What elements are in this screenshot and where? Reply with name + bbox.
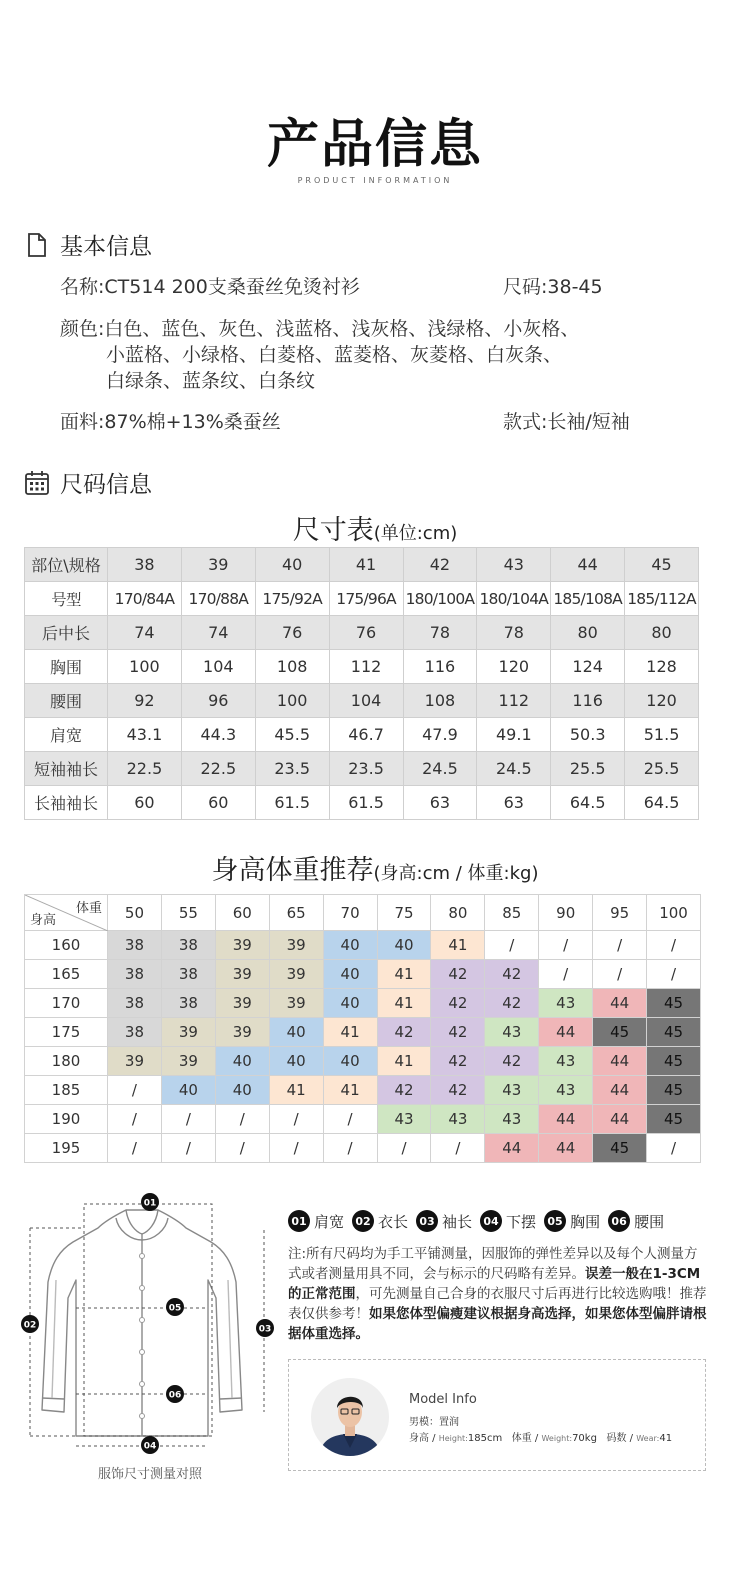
size-recommendation-cell: 42 [431, 960, 485, 989]
weight-header-cell: 65 [269, 895, 323, 931]
size-cell: 22.5 [108, 752, 182, 786]
size-cell: 116 [551, 684, 625, 718]
size-cell: 45 [625, 548, 699, 582]
size-cell: 120 [477, 650, 551, 684]
legend-item [544, 1210, 600, 1232]
size-recommendation-cell: 40 [377, 931, 431, 960]
height-label-cell: 165 [25, 960, 108, 989]
size-table-row [25, 752, 699, 786]
legend-number: 02 [352, 1210, 374, 1232]
size-cell: 42 [403, 548, 477, 582]
colors-line-3: 白绿条、蓝条纹、白条纹 [106, 370, 316, 392]
legend-item [416, 1210, 472, 1232]
note-text-2: 误差一般在1-3CM的正常范围 [288, 1266, 701, 1302]
rec-table-row [25, 960, 701, 989]
model-info-card [288, 1359, 706, 1471]
legend-number: 05 [544, 1210, 566, 1232]
size-cell: 46.7 [329, 718, 403, 752]
size-recommendation-cell: / [108, 1134, 162, 1163]
size-recommendation-cell: 44 [539, 1134, 593, 1163]
size-cell: 185/108A [551, 582, 625, 616]
size-recommendation-cell: 41 [431, 931, 485, 960]
rec-header-row [25, 895, 701, 931]
size-cell: 80 [551, 616, 625, 650]
legend-label: 衣长 [378, 1212, 409, 1231]
size-recommendation-cell: 42 [431, 1018, 485, 1047]
size-cell: 39 [181, 548, 255, 582]
rec-table-row [25, 989, 701, 1018]
size-row-label: 胸围 [25, 650, 108, 684]
size-recommendation-cell: / [593, 960, 647, 989]
colors-line-1: 颜色:白色、蓝色、灰色、浅蓝格、浅灰格、浅绿格、小灰格、 [60, 318, 580, 340]
measurement-note [288, 1244, 708, 1344]
size-recommendation-cell: 42 [431, 1047, 485, 1076]
size-recommendation-cell: 42 [431, 989, 485, 1018]
size-recommendation-cell: 44 [593, 1076, 647, 1105]
style: 款式:长袖/短袖 [503, 411, 630, 433]
height-label-cell: 185 [25, 1076, 108, 1105]
height-label-cell: 175 [25, 1018, 108, 1047]
size-cell: 175/96A [329, 582, 403, 616]
note-text-4: 如果您体型偏瘦建议根据身高选择，如果您体型偏胖请根据体重选择。 [288, 1306, 707, 1342]
size-recommendation-cell: 44 [485, 1134, 539, 1163]
size-recommendation-cell: 39 [108, 1047, 162, 1076]
size-row-label: 长袖袖长 [25, 786, 108, 820]
size-cell: 124 [551, 650, 625, 684]
size-recommendation-cell: 41 [323, 1018, 377, 1047]
size-recommendation-cell: 43 [485, 1076, 539, 1105]
size-recommendation-cell: / [485, 931, 539, 960]
measurement-legend [288, 1210, 672, 1232]
size-recommendation-cell: 38 [161, 931, 215, 960]
size-recommendation-cell: 39 [215, 1018, 269, 1047]
weight-value: 70kg [572, 1433, 597, 1444]
rec-table-row [25, 1105, 701, 1134]
product-name: 名称:CT514 200支桑蚕丝免烫衬衫 [60, 276, 360, 298]
rec-table-row [25, 1047, 701, 1076]
fabric: 面料:87%棉+13%桑蚕丝 [60, 411, 281, 433]
size-recommendation-cell: / [108, 1076, 162, 1105]
size-recommendation-cell: / [647, 931, 701, 960]
size-recommendation-cell: / [323, 1105, 377, 1134]
size-row-label: 短袖袖长 [25, 752, 108, 786]
size-recommendation-cell: 43 [539, 989, 593, 1018]
size-row-label: 腰围 [25, 684, 108, 718]
legend-label: 胸围 [570, 1212, 601, 1231]
legend-item [352, 1210, 408, 1232]
svg-text:02: 02 [23, 1320, 37, 1331]
size-recommendation-cell: 42 [485, 989, 539, 1018]
size-cell: 50.3 [551, 718, 625, 752]
svg-text:01: 01 [143, 1198, 157, 1209]
size-cell: 170/84A [108, 582, 182, 616]
size-cell: 25.5 [551, 752, 625, 786]
size-table-row [25, 718, 699, 752]
wear-label: 码数 / [606, 1433, 637, 1444]
size-recommendation-cell: 41 [269, 1076, 323, 1105]
calendar-icon [24, 470, 50, 496]
weight-header-cell: 100 [647, 895, 701, 931]
size-recommendation-cell: 43 [485, 1018, 539, 1047]
weight-label-en: Weight: [541, 1434, 573, 1443]
rec-table-row [25, 1134, 701, 1163]
size-cell: 170/88A [181, 582, 255, 616]
colors-line-2: 小蓝格、小绿格、白菱格、蓝菱格、灰菱格、白灰条、 [106, 344, 563, 366]
weight-header-cell: 50 [108, 895, 162, 931]
size-cell: 112 [329, 650, 403, 684]
size-recommendation-cell: 44 [539, 1105, 593, 1134]
size-table-row [25, 548, 699, 582]
size-cell: 25.5 [625, 752, 699, 786]
size-recommendation-cell: 38 [161, 989, 215, 1018]
size-table-row [25, 616, 699, 650]
rec-corner-cell [25, 895, 108, 931]
legend-label: 袖长 [442, 1212, 473, 1231]
size-recommendation-cell: 45 [593, 1134, 647, 1163]
wear-value: 41 [659, 1433, 673, 1444]
size-info-heading [24, 466, 152, 499]
size-cell: 92 [108, 684, 182, 718]
size-recommendation-cell: 42 [485, 1047, 539, 1076]
weight-header-cell: 70 [323, 895, 377, 931]
rec-table-row [25, 1018, 701, 1047]
size-recommendation-cell: 45 [647, 1076, 701, 1105]
size-table-title [0, 508, 750, 547]
size-recommendation-cell: / [269, 1134, 323, 1163]
size-cell: 180/104A [477, 582, 551, 616]
legend-label: 肩宽 [314, 1212, 345, 1231]
size-cell: 60 [108, 786, 182, 820]
size-recommendation-cell: 39 [269, 960, 323, 989]
legend-item [608, 1210, 664, 1232]
height-label-cell: 180 [25, 1047, 108, 1076]
rec-table-unit: (身高:cm / 体重:kg) [373, 863, 539, 884]
rec-table-row [25, 1076, 701, 1105]
size-table [24, 547, 699, 820]
model-avatar [311, 1378, 389, 1456]
size-cell: 61.5 [255, 786, 329, 820]
legend-number: 01 [288, 1210, 310, 1232]
size-cell: 108 [403, 684, 477, 718]
size-recommendation-cell: 40 [215, 1047, 269, 1076]
model-stats [409, 1429, 672, 1444]
svg-text:03: 03 [258, 1324, 272, 1335]
size-recommendation-cell: 44 [593, 1047, 647, 1076]
weight-header-cell: 95 [593, 895, 647, 931]
note-text-1: 注:所有尺码均为手工平铺测量，因服饰的弹性差异以及每个人测量方式或者测量用具不同，会与标示的尺码略有差异。 [288, 1246, 698, 1282]
size-cell: 63 [403, 786, 477, 820]
size-recommendation-cell: 40 [269, 1018, 323, 1047]
size-recommendation-cell: 42 [377, 1018, 431, 1047]
size-recommendation-cell: / [269, 1105, 323, 1134]
size-row-label: 肩宽 [25, 718, 108, 752]
height-label-cell: 195 [25, 1134, 108, 1163]
size-cell: 74 [181, 616, 255, 650]
size-recommendation-cell: 39 [269, 989, 323, 1018]
corner-height-label: 身高 [30, 913, 57, 928]
size-recommendation-cell: 42 [377, 1076, 431, 1105]
height-value: 185cm [467, 1433, 503, 1444]
size-cell: 49.1 [477, 718, 551, 752]
size-cell: 45.5 [255, 718, 329, 752]
size-cell: 64.5 [551, 786, 625, 820]
size-recommendation-cell: 39 [269, 931, 323, 960]
size-cell: 22.5 [181, 752, 255, 786]
legend-item [480, 1210, 536, 1232]
size-recommendation-cell: / [647, 1134, 701, 1163]
size-recommendation-cell: / [161, 1105, 215, 1134]
size-recommendation-cell: 44 [593, 989, 647, 1018]
height-label-cell: 170 [25, 989, 108, 1018]
legend-number: 03 [416, 1210, 438, 1232]
size-cell: 51.5 [625, 718, 699, 752]
size-recommendation-cell: 41 [323, 1076, 377, 1105]
height-label: 身高 / [409, 1433, 439, 1444]
document-icon [24, 232, 50, 258]
rec-table-row [25, 931, 701, 960]
size-recommendation-cell: / [108, 1105, 162, 1134]
size-cell: 185/112A [625, 582, 699, 616]
size-cell: 80 [625, 616, 699, 650]
weight-header-cell: 90 [539, 895, 593, 931]
model-name: 男模：置润 [409, 1417, 459, 1428]
size-cell: 76 [255, 616, 329, 650]
size-recommendation-cell: / [539, 960, 593, 989]
size-range: 尺码:38-45 [503, 276, 603, 298]
diagram-caption: 服饰尺寸测量对照 [97, 1467, 202, 1482]
size-cell: 40 [255, 548, 329, 582]
size-cell: 116 [403, 650, 477, 684]
size-cell: 76 [329, 616, 403, 650]
svg-text:06: 06 [168, 1390, 182, 1401]
size-recommendation-cell: 43 [539, 1047, 593, 1076]
size-recommendation-cell: / [323, 1134, 377, 1163]
size-cell: 120 [625, 684, 699, 718]
size-cell: 104 [329, 684, 403, 718]
size-cell: 61.5 [329, 786, 403, 820]
size-recommendation-cell: 40 [323, 989, 377, 1018]
height-label-cell: 190 [25, 1105, 108, 1134]
size-recommendation-cell: 38 [108, 1018, 162, 1047]
size-cell: 47.9 [403, 718, 477, 752]
size-recommendation-cell: 39 [161, 1018, 215, 1047]
size-cell: 78 [477, 616, 551, 650]
size-recommendation-cell: 39 [161, 1047, 215, 1076]
size-recommendation-cell: 43 [539, 1076, 593, 1105]
size-recommendation-cell: 45 [647, 1047, 701, 1076]
page-subtitle: PRODUCT INFORMATION [297, 176, 453, 185]
size-recommendation-cell: 45 [647, 989, 701, 1018]
rec-table-title [0, 848, 750, 887]
size-cell: 108 [255, 650, 329, 684]
note-text-3: ，可先测量自己合身的衣服尺寸后再进行比较选购哦！推荐表仅供参考！ [288, 1286, 707, 1322]
size-cell: 43.1 [108, 718, 182, 752]
size-recommendation-cell: / [215, 1134, 269, 1163]
size-info-title: 尺码信息 [60, 472, 152, 498]
legend-label: 下摆 [506, 1212, 537, 1231]
size-recommendation-cell: / [431, 1134, 485, 1163]
size-cell: 23.5 [255, 752, 329, 786]
weight-header-cell: 60 [215, 895, 269, 931]
size-cell: 96 [181, 684, 255, 718]
weight-header-cell: 75 [377, 895, 431, 931]
size-recommendation-cell: 40 [215, 1076, 269, 1105]
basic-info-title: 基本信息 [60, 234, 152, 260]
size-table-row [25, 684, 699, 718]
size-cell: 175/92A [255, 582, 329, 616]
size-cell: 104 [181, 650, 255, 684]
size-cell: 128 [625, 650, 699, 684]
size-recommendation-cell: 39 [215, 931, 269, 960]
size-recommendation-cell: 40 [323, 960, 377, 989]
size-table-title-text: 尺寸表 [292, 515, 374, 546]
size-cell: 23.5 [329, 752, 403, 786]
size-recommendation-cell: / [377, 1134, 431, 1163]
size-row-label: 号型 [25, 582, 108, 616]
size-recommendation-cell: 42 [431, 1076, 485, 1105]
size-row-label: 部位\规格 [25, 548, 108, 582]
size-cell: 74 [108, 616, 182, 650]
legend-item [288, 1210, 344, 1232]
size-cell: 63 [477, 786, 551, 820]
svg-text:04: 04 [143, 1441, 157, 1452]
size-recommendation-cell: 45 [647, 1018, 701, 1047]
size-recommendation-cell: 40 [269, 1047, 323, 1076]
size-cell: 43 [477, 548, 551, 582]
size-recommendation-cell: 41 [377, 989, 431, 1018]
weight-label: 体重 / [511, 1433, 542, 1444]
size-recommendation-cell: 38 [108, 960, 162, 989]
size-recommendation-cell: 38 [161, 960, 215, 989]
size-cell: 41 [329, 548, 403, 582]
size-cell: 44.3 [181, 718, 255, 752]
height-label-cell: 160 [25, 931, 108, 960]
size-recommendation-cell: 38 [108, 931, 162, 960]
page-title: 产品信息 [266, 115, 483, 175]
size-cell: 44 [551, 548, 625, 582]
size-recommendation-cell: 39 [215, 960, 269, 989]
size-recommendation-cell: 43 [377, 1105, 431, 1134]
weight-header-cell: 85 [485, 895, 539, 931]
size-recommendation-cell: 43 [485, 1105, 539, 1134]
size-recommendation-cell: / [647, 960, 701, 989]
height-label-en: Height: [438, 1434, 468, 1443]
size-recommendation-cell: 44 [593, 1105, 647, 1134]
wear-label-en: Wear: [636, 1434, 660, 1443]
size-table-row [25, 650, 699, 684]
size-recommendation-cell: 39 [215, 989, 269, 1018]
corner-weight-label: 体重 [75, 901, 102, 916]
size-cell: 112 [477, 684, 551, 718]
size-cell: 38 [108, 548, 182, 582]
size-table-row [25, 786, 699, 820]
size-recommendation-cell: 44 [539, 1018, 593, 1047]
shirt-measurement-diagram [18, 1190, 280, 1462]
size-table-unit: (单位:cm) [373, 523, 458, 544]
weight-header-cell: 55 [161, 895, 215, 931]
size-cell: 24.5 [403, 752, 477, 786]
size-recommendation-cell: 38 [108, 989, 162, 1018]
size-recommendation-cell: / [593, 931, 647, 960]
size-recommendation-cell: 40 [323, 1047, 377, 1076]
size-cell: 100 [255, 684, 329, 718]
size-recommendation-cell: 40 [323, 931, 377, 960]
size-cell: 180/100A [403, 582, 477, 616]
recommendation-table [24, 894, 701, 1163]
legend-number: 04 [480, 1210, 502, 1232]
size-table-row [25, 582, 699, 616]
size-recommendation-cell: 41 [377, 960, 431, 989]
size-recommendation-cell: / [161, 1134, 215, 1163]
rec-table-title-text: 身高体重推荐 [211, 855, 374, 886]
basic-info-heading [24, 228, 152, 261]
weight-header-cell: 80 [431, 895, 485, 931]
legend-label: 腰围 [634, 1212, 665, 1231]
svg-text:05: 05 [168, 1303, 182, 1314]
model-info-title: Model Info [409, 1392, 477, 1407]
size-recommendation-cell: 45 [593, 1018, 647, 1047]
size-recommendation-cell: 42 [485, 960, 539, 989]
size-recommendation-cell: 41 [377, 1047, 431, 1076]
size-cell: 64.5 [625, 786, 699, 820]
size-cell: 78 [403, 616, 477, 650]
size-recommendation-cell: 45 [647, 1105, 701, 1134]
size-cell: 60 [181, 786, 255, 820]
size-recommendation-cell: 43 [431, 1105, 485, 1134]
legend-number: 06 [608, 1210, 630, 1232]
size-recommendation-cell: / [539, 931, 593, 960]
size-row-label: 后中长 [25, 616, 108, 650]
size-recommendation-cell: / [215, 1105, 269, 1134]
size-recommendation-cell: 40 [161, 1076, 215, 1105]
size-cell: 100 [108, 650, 182, 684]
size-cell: 24.5 [477, 752, 551, 786]
